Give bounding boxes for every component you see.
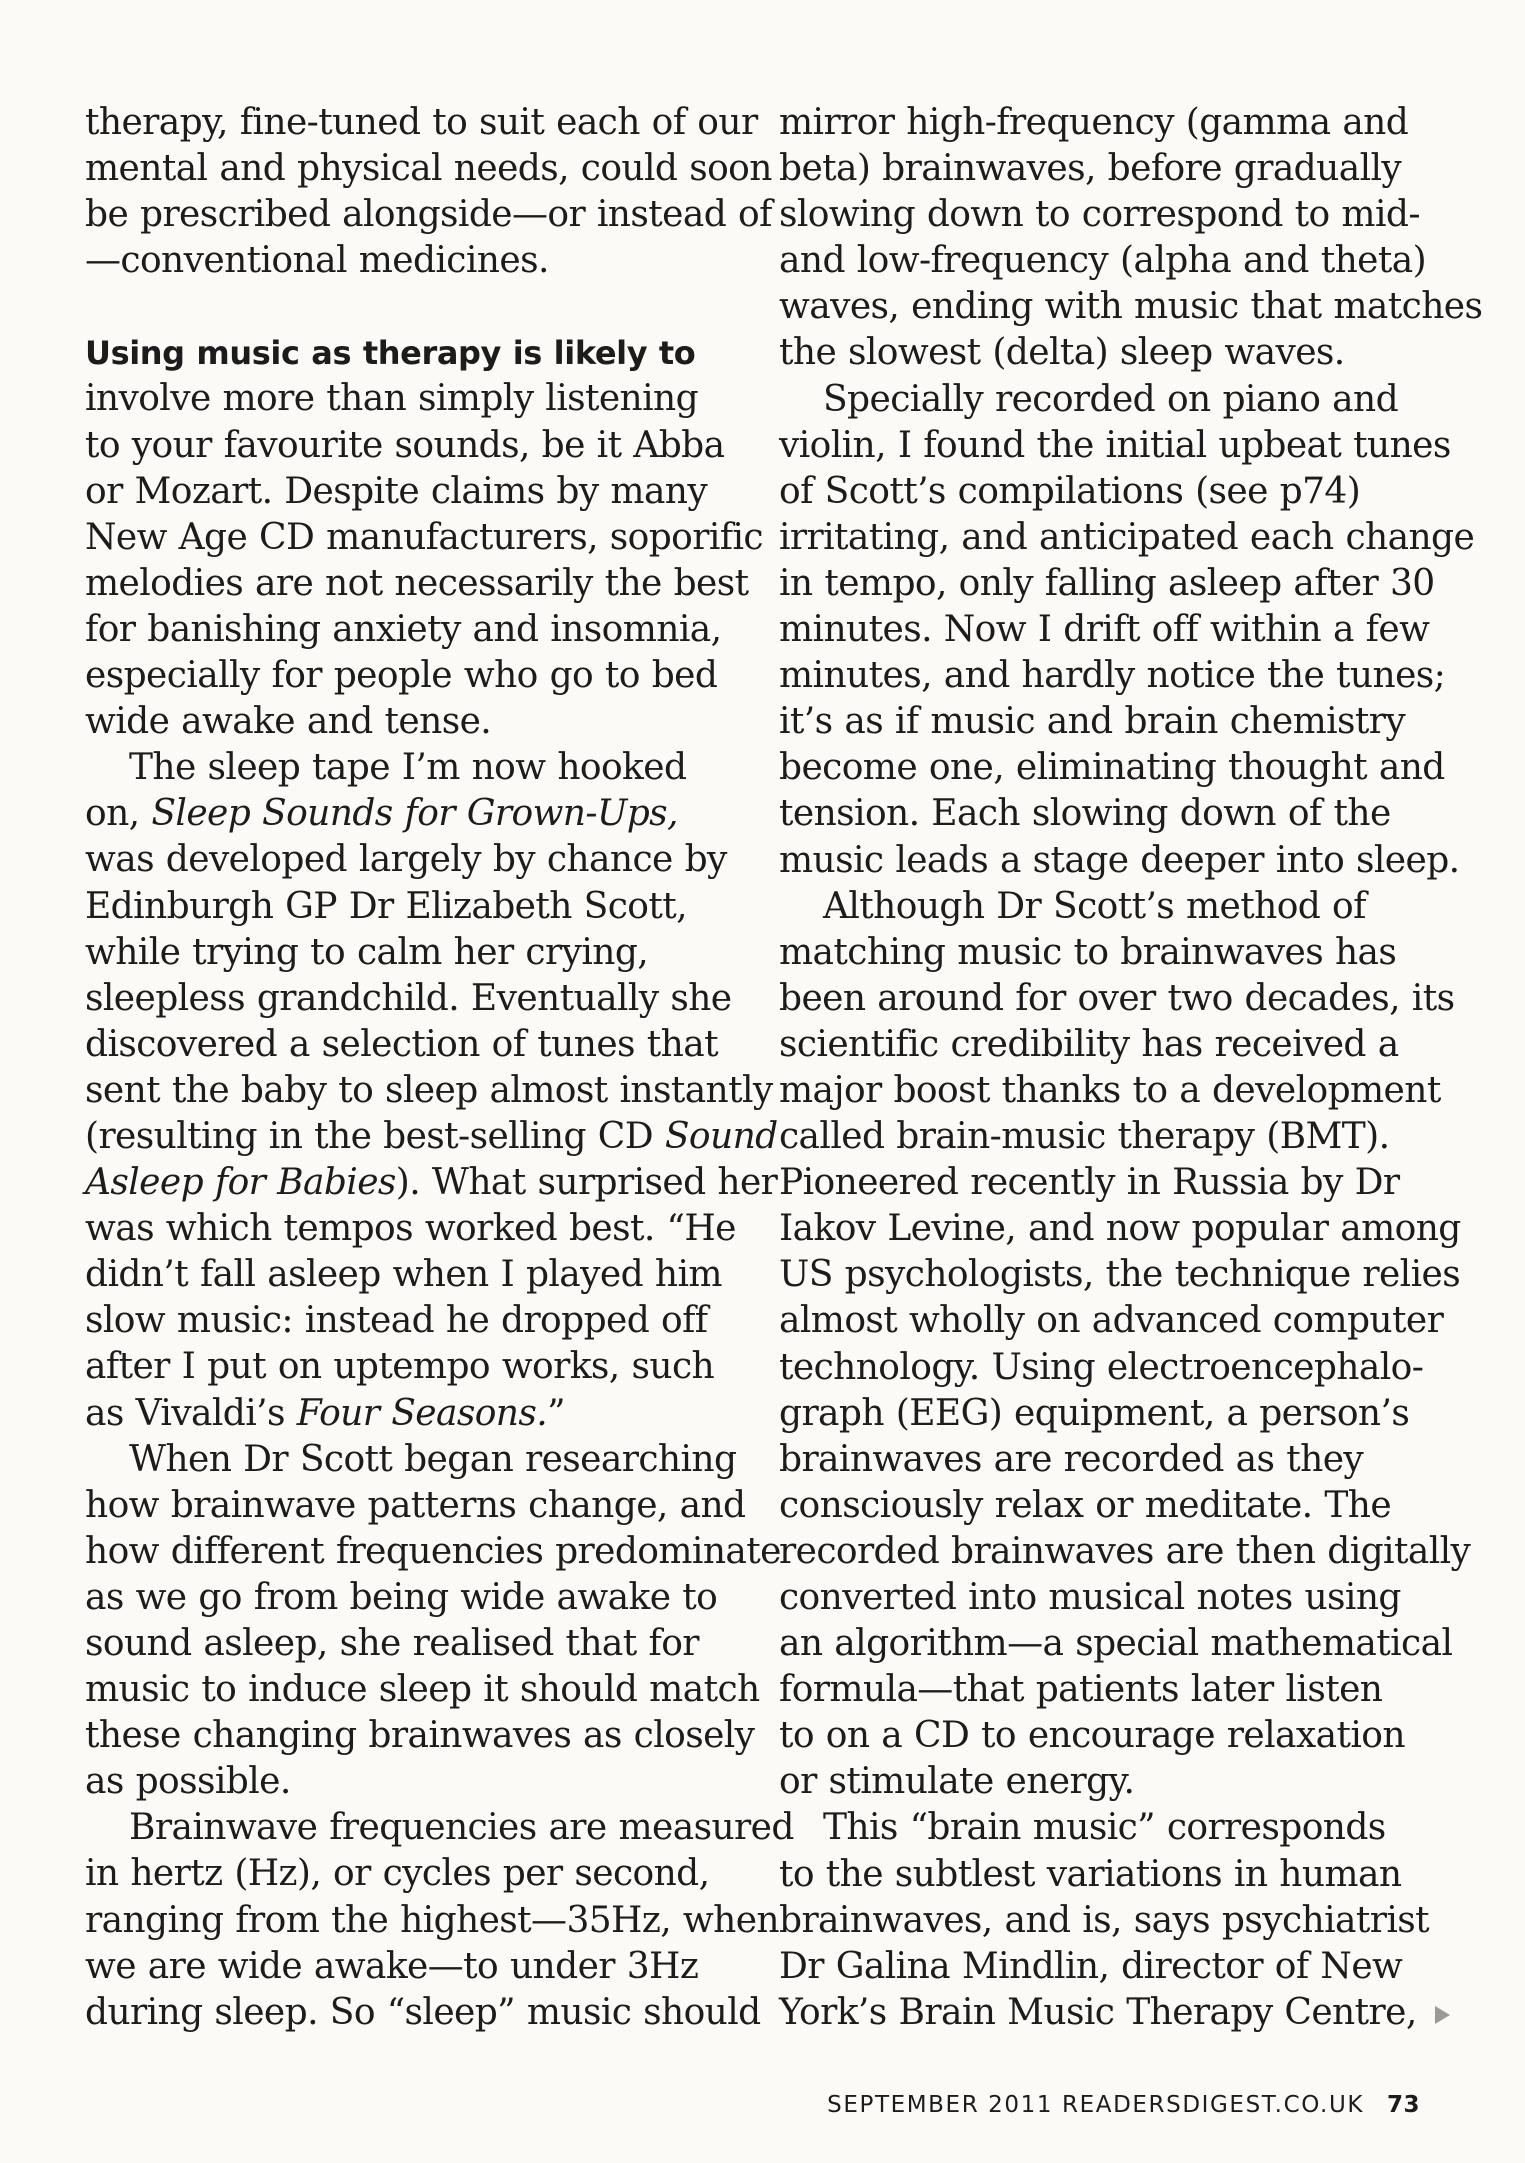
text-line: to on a CD to encourage relaxation [779, 1715, 1405, 1757]
text-line [85, 1391, 745, 1437]
text-line [85, 791, 745, 837]
left-column [85, 100, 794, 2036]
text-line: sent the baby to sleep almost instantly [85, 1069, 773, 1111]
text-line: Iakov Levine, and now popular among [779, 1208, 1461, 1250]
paragraph [85, 1805, 794, 2035]
text-line: didn’t fall asleep when I played him [85, 1254, 722, 1296]
text-line: was developed largely by chance by [85, 839, 727, 881]
text-line: was which tempos worked best. “He [85, 1208, 736, 1250]
text-run: ” [547, 1392, 565, 1434]
text-line: involve more than simply listening [85, 378, 699, 420]
text-line: sleepless grandchild. Eventually she [85, 977, 732, 1019]
text-run: ). What surprised her [395, 1162, 778, 1204]
text-line: Although Dr Scott’s method of [823, 885, 1366, 927]
page-number: 73 [1386, 2092, 1420, 2118]
continue-arrow-icon [1435, 2006, 1450, 2024]
text-line: therapy, fine-tuned to suit each of our [85, 102, 758, 143]
text-line [779, 1990, 1439, 2036]
text-line: while trying to calm her crying, [85, 931, 649, 973]
text-line: scientific credibility has received a [779, 1023, 1399, 1065]
text-line: minutes, and hardly notice the tunes; [779, 655, 1446, 697]
cd-title: Sleep Sounds for Grown-Ups, [151, 793, 678, 835]
text-line: converted into musical notes using [779, 1577, 1401, 1618]
text-line: music to induce sleep it should match [85, 1669, 760, 1711]
paragraph [779, 884, 1471, 1806]
text-line: how brainwave patterns change, and [85, 1484, 746, 1526]
text-line: major boost thanks to a development [779, 1069, 1441, 1111]
text-line: an algorithm—a special mathematical [779, 1623, 1453, 1665]
page-footer [827, 2092, 1420, 2118]
text-line: mental and physical needs, could soon [85, 148, 772, 190]
text-line: we are wide awake—to under 3Hz [85, 1945, 699, 1987]
text-line: or Mozart. Despite claims by many [85, 470, 708, 512]
cd-title: Sound [664, 1115, 778, 1157]
text-line: of Scott’s compilations (see p74) [779, 470, 1361, 512]
text-line [85, 1114, 778, 1160]
text-line: technology. Using electroencephalo- [779, 1346, 1424, 1388]
text-line: graph (EEG) equipment, a person’s [779, 1392, 1410, 1434]
text-line: or stimulate energy. [779, 1761, 1135, 1803]
paragraph [85, 100, 772, 284]
text-line: it’s as if music and brain chemistry [779, 701, 1406, 743]
paragraph [85, 745, 778, 1436]
text-line: sound asleep, she realised that for [85, 1623, 699, 1664]
text-line: tension. Each slowing down of the [779, 793, 1391, 835]
paragraph [779, 377, 1475, 884]
text-line: Pioneered recently in Russia by Dr [779, 1162, 1400, 1204]
section-lead-in: Using music as therapy is likely to [85, 334, 696, 373]
issue-date: SEPTEMBER 2011 [827, 2092, 1054, 2118]
text-line: matching music to brainwaves has [779, 931, 1397, 973]
text-line: consciously relax or meditate. The [779, 1484, 1392, 1526]
text-line: The sleep tape I’m now hooked [129, 747, 687, 789]
text-run: York’s Brain Music Therapy Centre, [779, 1991, 1417, 2033]
text-line: waves, ending with music that matches [779, 286, 1483, 328]
text-line: brainwaves are recorded as they [779, 1438, 1364, 1480]
text-line: US psychologists, the technique relies [779, 1254, 1461, 1296]
text-run: on, [85, 793, 152, 835]
text-line: in tempo, only falling asleep after 30 [779, 562, 1435, 604]
text-line: wide awake and tense. [85, 701, 492, 743]
text-line: irritating, and anticipated each change [779, 516, 1475, 558]
website: READERSDIGEST.CO.UK [1062, 2092, 1365, 2118]
text-line: as possible. [85, 1761, 291, 1803]
text-line: —conventional medicines. [85, 240, 549, 282]
paragraph [779, 100, 1483, 377]
text-line: discovered a selection of tunes that [85, 1023, 718, 1065]
text-line: almost wholly on advanced computer [779, 1300, 1444, 1342]
text-line: New Age CD manufacturers, soporific [85, 516, 763, 558]
music-title: Four Seasons. [296, 1392, 548, 1434]
text-line: Edinburgh GP Dr Elizabeth Scott, [85, 885, 687, 927]
text-line: recorded brainwaves are then digitally [779, 1530, 1471, 1572]
text-line: When Dr Scott began researching [129, 1438, 737, 1480]
right-column [779, 100, 1483, 2036]
text-line: become one, eliminating thought and [779, 747, 1445, 789]
cd-title: Asleep for Babies [85, 1162, 396, 1204]
text-line: after I put on uptempo works, such [85, 1346, 715, 1388]
text-line: in hertz (Hz), or cycles per second, [85, 1853, 710, 1895]
text-line: for banishing anxiety and insomnia, [85, 608, 722, 650]
text-line: Specially recorded on piano and [823, 378, 1399, 420]
text-line: especially for people who go to bed [85, 655, 718, 697]
text-line: the slowest (delta) sleep waves. [779, 332, 1345, 374]
text-line: brainwaves, and is, says psychiatrist [779, 1899, 1430, 1941]
section-break [85, 284, 745, 330]
paragraph [85, 330, 763, 745]
text-line: This “brain music” corresponds [823, 1807, 1386, 1849]
text-line: slowing down to correspond to mid- [779, 194, 1420, 236]
text-line: mirror high-frequency (gamma and [779, 102, 1409, 143]
text-line: violin, I found the initial upbeat tunes [779, 424, 1451, 466]
text-line: formula—that patients later listen [779, 1669, 1383, 1711]
text-line: music leads a stage deeper into sleep. [779, 839, 1460, 881]
text-line: to the subtlest variations in human [779, 1853, 1402, 1895]
text-line: minutes. Now I drift off within a few [779, 609, 1430, 651]
text-line: these changing brainwaves as closely [85, 1715, 755, 1757]
text-line: slow music: instead he dropped off [85, 1300, 708, 1342]
text-line: Dr Galina Mindlin, director of New [779, 1945, 1403, 1987]
text-line: and low-frequency (alpha and theta) [779, 240, 1427, 282]
text-line: as we go from being wide awake to [85, 1576, 718, 1618]
text-line: melodies are not necessarily the best [85, 562, 749, 604]
text-line: beta) brainwaves, before gradually [779, 148, 1402, 190]
text-run: (resulting in the best-selling CD [85, 1115, 665, 1157]
text-line: Brainwave frequencies are measured [129, 1807, 794, 1849]
text-line [85, 1160, 778, 1206]
text-line: be prescribed alongside—or instead of [85, 194, 772, 236]
text-line: during sleep. So “sleep” music should [85, 1991, 761, 2033]
text-line: ranging from the highest—35Hz, when [85, 1899, 780, 1941]
text-line: to your favourite sounds, be it Abba [85, 424, 725, 466]
text-line: how different frequencies predominate [85, 1530, 781, 1572]
text-line: called brain-music therapy (BMT). [779, 1116, 1390, 1158]
paragraph [85, 1437, 781, 1806]
text-run: as Vivaldi’s [85, 1392, 297, 1434]
text-line: been around for over two decades, its [779, 977, 1455, 1019]
paragraph [779, 1805, 1439, 2035]
